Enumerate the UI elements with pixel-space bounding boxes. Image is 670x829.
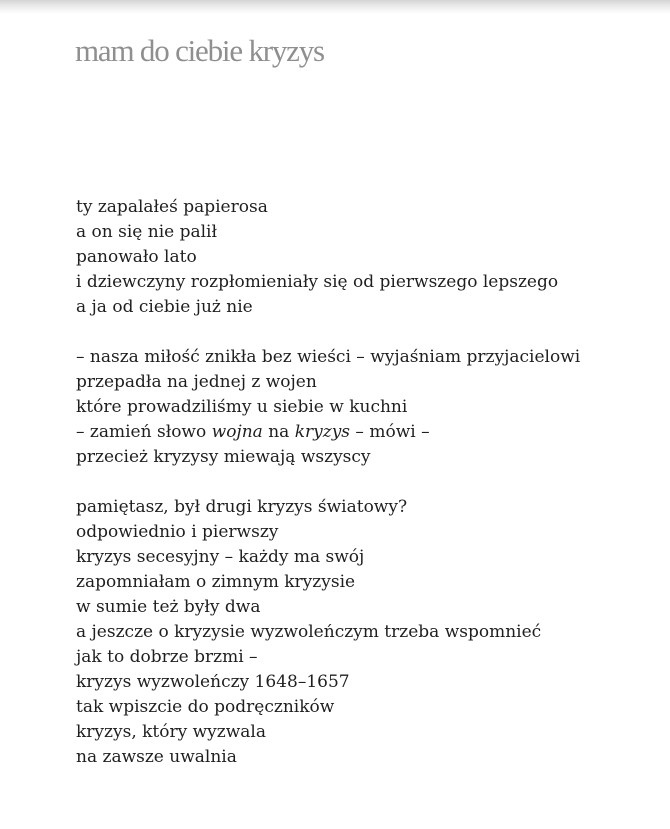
poem-line-with-italics <box>76 420 656 445</box>
poem-line: które prowadziliśmy u siebie w kuchni <box>76 397 408 417</box>
poem-line: odpowiednio i pierwszy <box>76 522 279 542</box>
poem-line: zapomniałam o zimnym kryzysie <box>76 572 356 592</box>
poem-line: – nasza miłość znikła bez wieści – wyjaśniam przyjacielowi <box>76 347 581 367</box>
poem-title: mam do ciebie kryzys <box>75 33 324 68</box>
poem-line: tak wpiszcie do podręczników <box>76 697 335 717</box>
poem-line: i dziewczyny rozpłomieniały się od pierwszego lepszego <box>76 272 559 292</box>
italic-word-wojna: wojna <box>211 422 263 442</box>
poem-line: a jeszcze o kryzysie wyzwoleńczym trzeba wspomnieć <box>76 622 542 642</box>
stanza-3 <box>76 495 656 770</box>
poem-line: kryzys wyzwoleńczy 1648–1657 <box>76 672 350 692</box>
page-top-shadow <box>0 0 670 14</box>
line-text: – zamień słowo <box>76 422 212 442</box>
poem-body <box>76 195 656 795</box>
poem-line: pamiętasz, był drugi kryzys światowy? <box>76 497 408 517</box>
poem-line: przepadła na jednej z wojen <box>76 372 317 392</box>
poem-line: jak to dobrze brzmi – <box>76 647 258 667</box>
poem-line: w sumie też były dwa <box>76 597 261 617</box>
poem-line: kryzys secesyjny – każdy ma swój <box>76 547 365 567</box>
poem-line: a on się nie palił <box>76 222 218 242</box>
line-text: – mówi – <box>350 422 430 442</box>
poem-line: na zawsze uwalnia <box>76 747 237 767</box>
italic-word-kryzys: kryzys <box>294 422 351 442</box>
poem-line: kryzys, który wyzwala <box>76 722 266 742</box>
line-text: na <box>262 422 295 442</box>
poem-line: a ja od ciebie już nie <box>76 297 253 317</box>
poem-line: panowało lato <box>76 247 197 267</box>
poem-line: przecież kryzysy miewają wszyscy <box>76 447 371 467</box>
stanza-1 <box>76 195 656 320</box>
stanza-2 <box>76 345 656 470</box>
poem-line: ty zapalałeś papierosa <box>76 197 268 217</box>
